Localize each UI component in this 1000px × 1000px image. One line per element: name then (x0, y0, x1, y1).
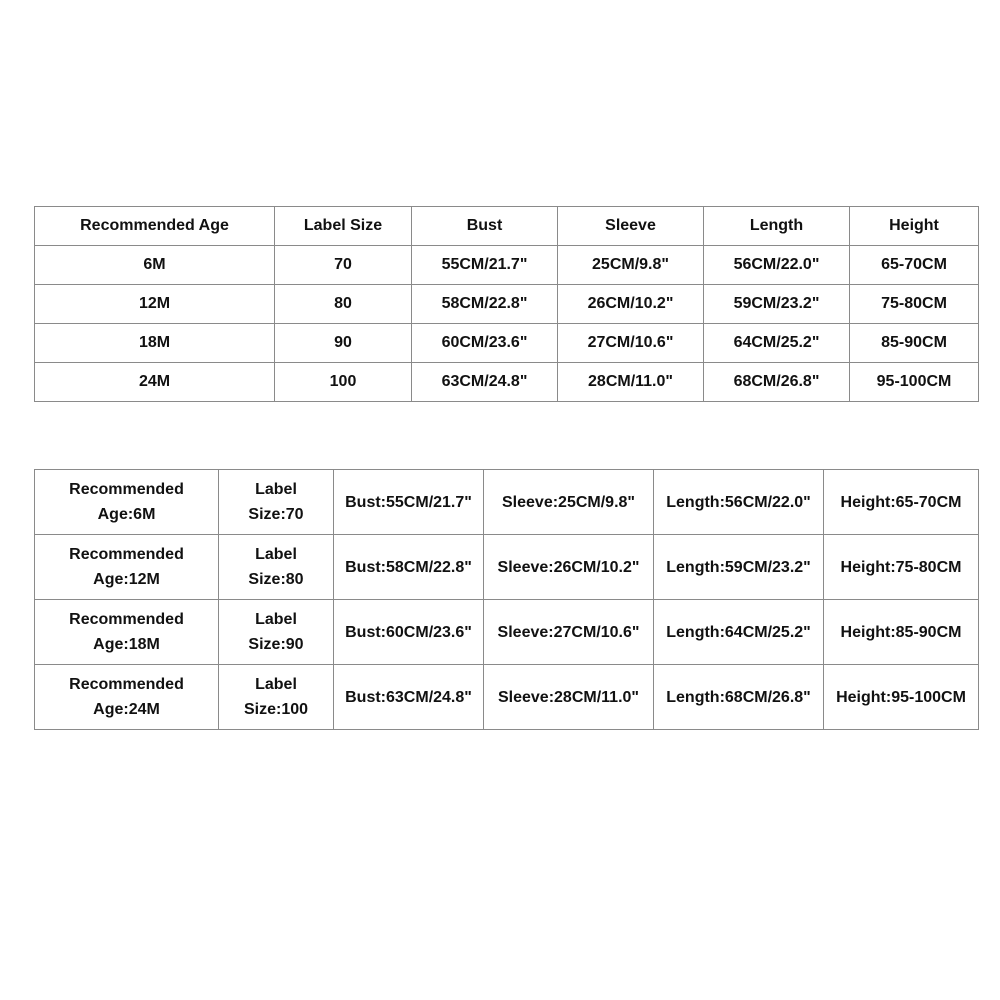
label-size-value-text: Size:70 (248, 506, 304, 523)
cell-sleeve: 26CM/10.2" (558, 285, 704, 324)
cell-label-size (219, 535, 334, 600)
cell-height: Height:65-70CM (824, 470, 979, 535)
cell-length: Length:68CM/26.8" (654, 665, 824, 730)
table-row (35, 600, 979, 665)
cell-bust: 60CM/23.6" (412, 324, 558, 363)
age-value-text: Age:24M (93, 701, 160, 718)
header-length: Length (704, 207, 850, 246)
cell-bust: Bust:60CM/23.6" (334, 600, 484, 665)
age-value-text: Age:6M (97, 506, 156, 523)
cell-label-size (219, 665, 334, 730)
cell-age: 18M (35, 324, 275, 363)
age-label-text: Recommended (69, 611, 184, 628)
cell-height: Height:85-90CM (824, 600, 979, 665)
cell-label-size: 100 (275, 363, 412, 402)
cell-label-size: 70 (275, 246, 412, 285)
size-chart-table-inline (34, 469, 979, 730)
cell-height: Height:95-100CM (824, 665, 979, 730)
size-chart-table-columns (34, 206, 979, 402)
cell-sleeve: Sleeve:25CM/9.8" (484, 470, 654, 535)
cell-sleeve: 25CM/9.8" (558, 246, 704, 285)
age-value-text: Age:18M (93, 636, 160, 653)
age-label-text: Recommended (69, 481, 184, 498)
label-size-label-text: Label (255, 611, 297, 628)
table-row (35, 535, 979, 600)
age-value-text: Age:12M (93, 571, 160, 588)
cell-bust: 55CM/21.7" (412, 246, 558, 285)
cell-label-size: 90 (275, 324, 412, 363)
cell-bust: 58CM/22.8" (412, 285, 558, 324)
table-row (35, 246, 979, 285)
table-header-row (35, 207, 979, 246)
table-row (35, 665, 979, 730)
cell-length: Length:64CM/25.2" (654, 600, 824, 665)
cell-age: 6M (35, 246, 275, 285)
cell-length: 59CM/23.2" (704, 285, 850, 324)
cell-length: 56CM/22.0" (704, 246, 850, 285)
header-height: Height (850, 207, 979, 246)
cell-height: 95-100CM (850, 363, 979, 402)
header-recommended-age: Recommended Age (35, 207, 275, 246)
cell-height: 85-90CM (850, 324, 979, 363)
table-row (35, 285, 979, 324)
cell-height: 75-80CM (850, 285, 979, 324)
label-size-value-text: Size:80 (248, 571, 304, 588)
cell-height: 65-70CM (850, 246, 979, 285)
label-size-value-text: Size:90 (248, 636, 304, 653)
cell-bust: Bust:58CM/22.8" (334, 535, 484, 600)
header-bust: Bust (412, 207, 558, 246)
label-size-label-text: Label (255, 546, 297, 563)
cell-length: 68CM/26.8" (704, 363, 850, 402)
cell-height: Height:75-80CM (824, 535, 979, 600)
cell-bust: Bust:63CM/24.8" (334, 665, 484, 730)
cell-bust: Bust:55CM/21.7" (334, 470, 484, 535)
age-label-text: Recommended (69, 676, 184, 693)
table-row (35, 470, 979, 535)
cell-age: 12M (35, 285, 275, 324)
cell-label-size (219, 470, 334, 535)
cell-recommended-age (35, 470, 219, 535)
table-row (35, 324, 979, 363)
cell-age: 24M (35, 363, 275, 402)
label-size-label-text: Label (255, 676, 297, 693)
cell-recommended-age (35, 600, 219, 665)
cell-recommended-age (35, 535, 219, 600)
cell-sleeve: 27CM/10.6" (558, 324, 704, 363)
header-label-size: Label Size (275, 207, 412, 246)
age-label-text: Recommended (69, 546, 184, 563)
cell-bust: 63CM/24.8" (412, 363, 558, 402)
cell-label-size: 80 (275, 285, 412, 324)
table-row (35, 363, 979, 402)
cell-length: Length:59CM/23.2" (654, 535, 824, 600)
cell-recommended-age (35, 665, 219, 730)
label-size-label-text: Label (255, 481, 297, 498)
cell-label-size (219, 600, 334, 665)
cell-sleeve: Sleeve:27CM/10.6" (484, 600, 654, 665)
cell-sleeve: Sleeve:28CM/11.0" (484, 665, 654, 730)
cell-length: Length:56CM/22.0" (654, 470, 824, 535)
label-size-value-text: Size:100 (243, 701, 309, 718)
header-sleeve: Sleeve (558, 207, 704, 246)
cell-sleeve: Sleeve:26CM/10.2" (484, 535, 654, 600)
cell-sleeve: 28CM/11.0" (558, 363, 704, 402)
cell-length: 64CM/25.2" (704, 324, 850, 363)
